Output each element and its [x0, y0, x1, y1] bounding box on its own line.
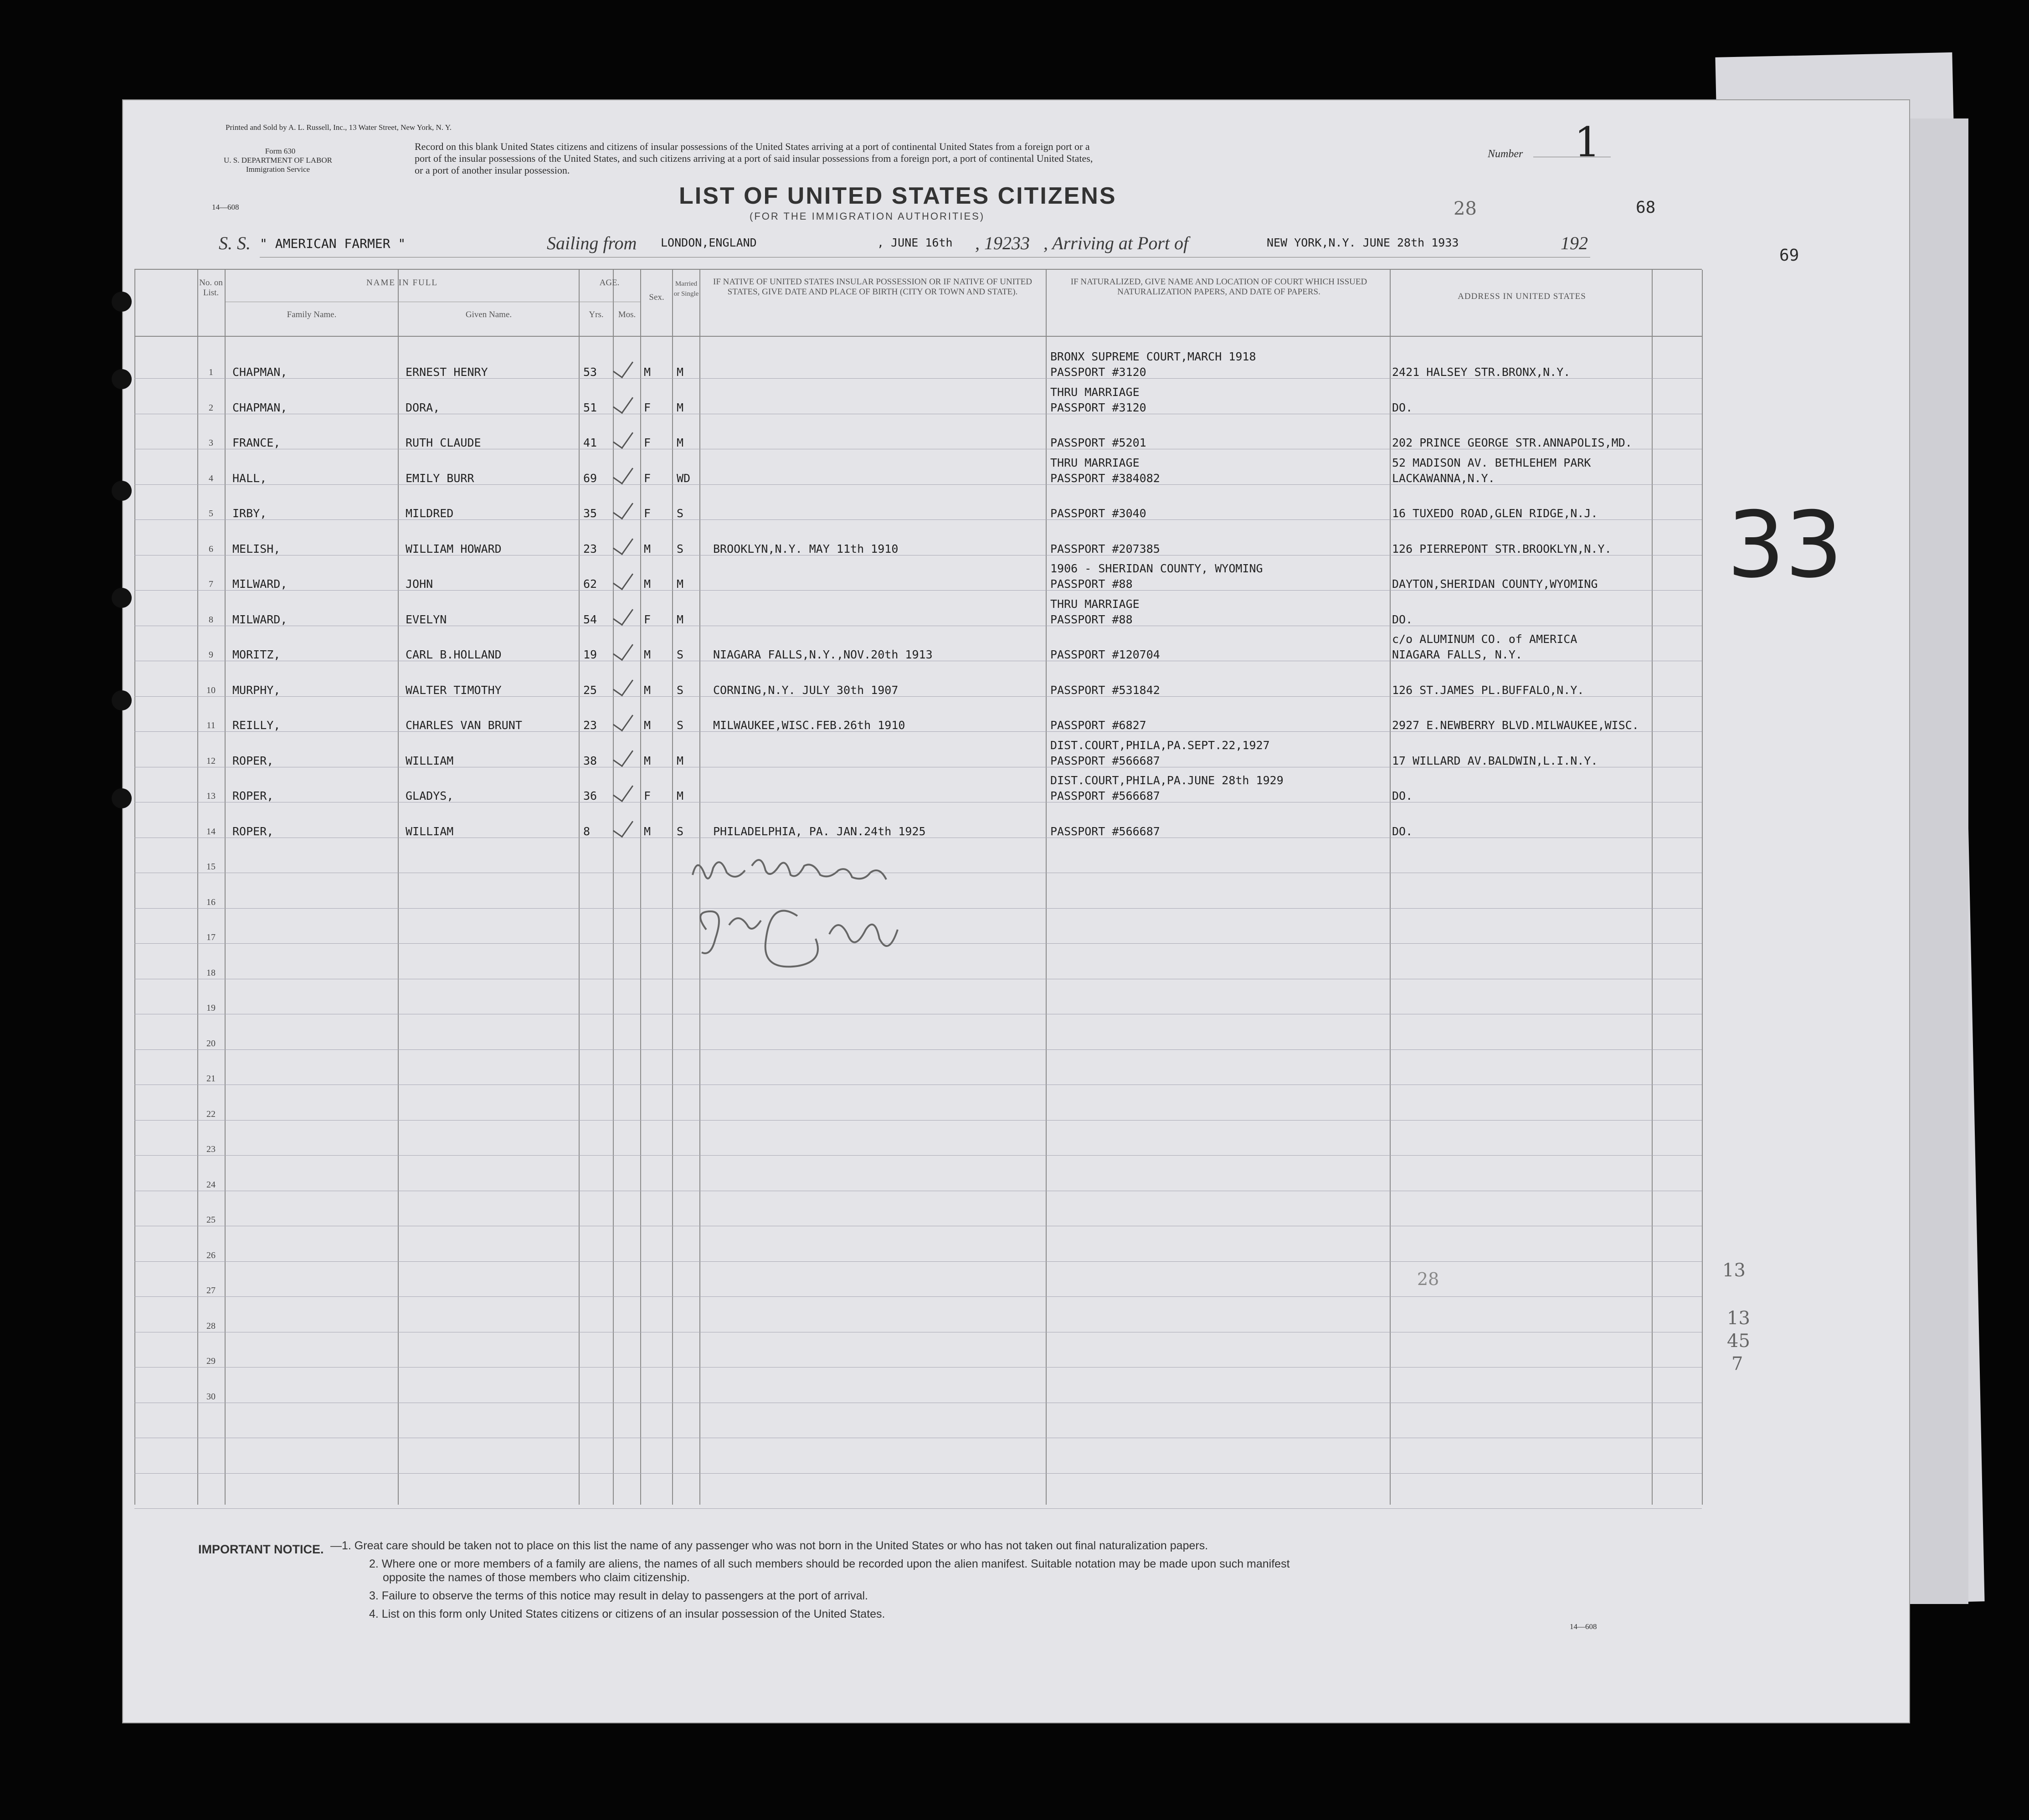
row-number: 21	[206, 1074, 216, 1084]
row-line	[134, 1473, 1702, 1474]
marital-status: M	[677, 577, 684, 591]
margin-note-45: 45	[1727, 1331, 1750, 1352]
passport-number: PASSPORT #120704	[1050, 648, 1160, 661]
margin-note-13a: 13	[1722, 1260, 1746, 1281]
birth-info: NIAGARA FALLS,N.Y.,NOV.20th 1913	[713, 648, 933, 661]
row-number: 4	[209, 473, 213, 483]
col-birth: IF NATIVE OF UNITED STATES INSULAR POSSESSION OR IF NATIVE OF UNITED STATES, GIVE DATE AND PLACE OF BIRTH (CITY OR TOWN AND STATE).	[713, 277, 1032, 297]
family-name: MELISH,	[232, 542, 281, 555]
big-page-number: 33	[1727, 492, 1843, 598]
notice-item-2-cont: opposite the names of those members who claim citizenship.	[383, 1571, 690, 1584]
birth-info: PHILADELPHIA, PA. JAN.24th 1925	[713, 824, 926, 838]
passport-number: PASSPORT #566687	[1050, 754, 1160, 767]
given-name: WILLIAM HOWARD	[406, 542, 502, 555]
check-mark	[613, 568, 633, 591]
check-mark	[613, 532, 633, 555]
notice-item-1: —1. Great care should be taken not to place on this list the name of any passenger who was not born in the United States or who has not taken out final naturalization papers.	[330, 1539, 1208, 1552]
row-number: 10	[206, 685, 216, 695]
row-number: 3	[209, 438, 213, 448]
col-line	[225, 270, 226, 1505]
age: 23	[583, 719, 597, 732]
number-label: Number	[1488, 148, 1523, 160]
form-title: LIST OF UNITED STATES CITIZENS	[679, 183, 1117, 209]
row-number: 27	[206, 1285, 216, 1296]
address: 16 TUXEDO ROAD,GLEN RIDGE,N.J.	[1392, 507, 1598, 520]
birth-info: MILWAUKEE,WISC.FEB.26th 1910	[713, 719, 905, 732]
marital-status: WD	[677, 471, 691, 485]
address: 2421 HALSEY STR.BRONX,N.Y.	[1392, 365, 1571, 379]
age: 69	[583, 471, 597, 485]
age: 54	[583, 612, 597, 626]
sex: F	[644, 507, 651, 520]
birth-info: CORNING,N.Y. JULY 30th 1907	[713, 683, 899, 697]
family-name: REILLY,	[232, 719, 281, 732]
age: 62	[583, 577, 597, 591]
family-name: IRBY,	[232, 507, 267, 520]
marital-status: S	[677, 824, 684, 838]
row-line	[134, 1049, 1702, 1050]
row-number: 28	[206, 1321, 216, 1331]
sex: F	[644, 612, 651, 626]
row-number: 5	[209, 509, 213, 519]
form-subtitle: (FOR THE IMMIGRATION AUTHORITIES)	[750, 211, 985, 222]
given-name: WILLIAM	[406, 754, 454, 767]
passport-number: PASSPORT #384082	[1050, 471, 1160, 485]
address: 202 PRINCE GEORGE STR.ANNAPOLIS,MD.	[1392, 436, 1632, 449]
row-line	[134, 1120, 1702, 1121]
page-number-right: 69	[1779, 246, 1799, 265]
col-yrs: Yrs.	[589, 310, 604, 319]
sex: F	[644, 789, 651, 802]
row-number: 29	[206, 1356, 216, 1366]
ship-name: " AMERICAN FARMER "	[260, 236, 406, 251]
given-name: CHARLES VAN BRUNT	[406, 719, 522, 732]
sex: M	[644, 754, 651, 767]
col-age-group: AGE.	[599, 278, 620, 288]
row-number: 25	[206, 1215, 216, 1225]
col-marital: Married or Single	[673, 280, 699, 298]
marital-status: M	[677, 612, 684, 626]
year-field: , 19233	[975, 233, 1030, 253]
depart-date: , JUNE 16th	[877, 236, 953, 249]
instruction-line-2: port of the insular possessions of the United States, and such citizens arriving at a port of said insular possessions from a foreign port, a port of continental United States,	[415, 153, 1093, 164]
given-name: EVELYN	[406, 612, 447, 626]
naturalization-court: DIST.COURT,PHILA,PA.SEPT.22,1927	[1050, 738, 1270, 752]
address: 17 WILLARD AV.BALDWIN,L.I.N.Y.	[1392, 754, 1598, 767]
marital-status: M	[677, 436, 684, 449]
col-line	[640, 270, 641, 1505]
address: DO.	[1392, 612, 1413, 626]
instruction-line-3: or a port of another insular possession.	[415, 165, 570, 176]
row-number: 24	[206, 1179, 216, 1190]
address: 126 ST.JAMES PL.BUFFALO,N.Y.	[1392, 683, 1584, 697]
age: 23	[583, 542, 597, 555]
age: 53	[583, 365, 597, 379]
margin-note-7: 7	[1731, 1353, 1743, 1374]
check-mark	[613, 709, 633, 732]
row-line	[134, 1367, 1702, 1368]
check-mark	[613, 780, 633, 802]
given-name: WALTER TIMOTHY	[406, 683, 502, 697]
sex: F	[644, 401, 651, 414]
col-line	[134, 270, 135, 1505]
birth-info: BROOKLYN,N.Y. MAY 11th 1910	[713, 542, 899, 555]
row-number: 23	[206, 1144, 216, 1154]
family-name: MILWARD,	[232, 577, 288, 591]
age: 38	[583, 754, 597, 767]
instruction-line-1: Record on this blank United States citizens and citizens of insular possessions of the United States arriving at a port of continental United States from a foreign port or a	[415, 141, 1090, 152]
marital-status: S	[677, 719, 684, 732]
page-number-top: 68	[1636, 198, 1656, 217]
passport-number: PASSPORT #3120	[1050, 401, 1146, 414]
row-number: 1	[209, 367, 213, 377]
address-line-1: 52 MADISON AV. BETHLEHEM PARK	[1392, 456, 1591, 469]
row-number: 30	[206, 1391, 216, 1402]
col-line	[579, 270, 580, 1505]
arrival-port-date: NEW YORK,N.Y. JUNE 28th 1933	[1267, 236, 1459, 249]
passport-number: PASSPORT #88	[1050, 612, 1133, 626]
row-number: 13	[206, 791, 216, 801]
col-given: Given Name.	[465, 310, 512, 319]
row-line	[134, 1155, 1702, 1156]
marital-status: S	[677, 683, 684, 697]
address: 2927 E.NEWBERRY BLVD.MILWAUKEE,WISC.	[1392, 719, 1639, 732]
marital-status: M	[677, 365, 684, 379]
arriving-label: , Arriving at Port of	[1043, 233, 1189, 253]
check-mark	[613, 815, 633, 838]
col-line	[1652, 270, 1653, 1505]
row-number: 2	[209, 402, 213, 413]
handwritten-signature	[679, 848, 1089, 998]
year-tail: 192	[1561, 233, 1588, 253]
service: Immigration Service	[246, 165, 310, 174]
naturalization-court: 1906 - SHERIDAN COUNTY, WYOMING	[1050, 562, 1263, 575]
handwritten-28: 28	[1454, 198, 1477, 219]
col-line	[398, 270, 399, 1505]
punch-hole	[112, 788, 132, 808]
col-family: Family Name.	[287, 310, 337, 319]
naturalization-court: THRU MARRIAGE	[1050, 456, 1140, 469]
family-name: FRANCE,	[232, 436, 281, 449]
passport-number: PASSPORT #3120	[1050, 365, 1146, 379]
marital-status: S	[677, 542, 684, 555]
sex: M	[644, 365, 651, 379]
check-mark	[613, 638, 633, 661]
row-number: 20	[206, 1038, 216, 1049]
family-name: CHAPMAN,	[232, 401, 288, 414]
department: U. S. DEPARTMENT OF LABOR	[224, 156, 332, 165]
given-name: RUTH CLAUDE	[406, 436, 481, 449]
punch-hole	[112, 369, 132, 389]
row-number: 11	[206, 720, 216, 730]
col-line	[197, 270, 198, 1505]
check-mark	[613, 462, 633, 484]
row-number: 12	[206, 756, 216, 766]
address: 126 PIERREPONT STR.BROOKLYN,N.Y.	[1392, 542, 1612, 555]
punch-hole	[112, 292, 132, 312]
passport-number: PASSPORT #6827	[1050, 719, 1146, 732]
given-name: EMILY BURR	[406, 471, 474, 485]
col-line	[1702, 270, 1703, 1505]
notice-item-4: 4. List on this form only United States citizens or citizens of an insular possession of the United States.	[369, 1608, 885, 1620]
marital-status: S	[677, 507, 684, 520]
given-name: JOHN	[406, 577, 433, 591]
naturalization-court: THRU MARRIAGE	[1050, 597, 1140, 611]
col-line	[1390, 270, 1391, 1505]
notice-item-3: 3. Failure to observe the terms of this notice may result in delay to passengers at the port of arrival.	[369, 1589, 868, 1602]
punch-hole	[112, 690, 132, 710]
col-naturalization: IF NATURALIZED, GIVE NAME AND LOCATION OF COURT WHICH ISSUED NATURALIZATION PAPERS, AND DATE OF PAPERS.	[1070, 277, 1367, 297]
row-number: 22	[206, 1109, 216, 1119]
sex: M	[644, 542, 651, 555]
passport-number: PASSPORT #3040	[1050, 507, 1146, 520]
printer-line: Printed and Sold by A. L. Russell, Inc., 13 Water Street, New York, N. Y.	[226, 123, 452, 132]
passport-number: PASSPORT #5201	[1050, 436, 1146, 449]
age: 41	[583, 436, 597, 449]
family-name: MILWARD,	[232, 612, 288, 626]
col-sex: Sex.	[649, 293, 664, 302]
row-number: 18	[206, 967, 216, 978]
margin-note-13b: 13	[1727, 1308, 1750, 1329]
notice-code: 14—608	[1570, 1622, 1597, 1631]
col-line	[672, 270, 673, 1505]
row-number: 17	[206, 932, 216, 942]
col-name-group: NAME IN FULL	[366, 278, 438, 288]
marital-status: S	[677, 648, 684, 661]
sex: M	[644, 577, 651, 591]
row-number: 8	[209, 614, 213, 625]
header-bottom-line	[134, 336, 1702, 337]
address-line-2: LACKAWANNA,N.Y.	[1392, 471, 1495, 485]
passport-number: PASSPORT #88	[1050, 577, 1133, 591]
address: DO.	[1392, 789, 1413, 802]
check-mark	[613, 603, 633, 626]
row-line	[134, 1261, 1702, 1262]
passport-number: PASSPORT #566687	[1050, 824, 1160, 838]
sex: M	[644, 719, 651, 732]
col-line	[613, 270, 614, 1505]
marital-status: M	[677, 401, 684, 414]
family-name: CHAPMAN,	[232, 365, 288, 379]
punch-hole	[112, 481, 132, 501]
row-number: 19	[206, 1003, 216, 1013]
family-name: ROPER,	[232, 824, 274, 838]
check-mark	[613, 497, 633, 520]
family-name: HALL,	[232, 471, 267, 485]
sex: M	[644, 648, 651, 661]
naturalization-court: THRU MARRIAGE	[1050, 385, 1140, 399]
notice-item-2: 2. Where one or more members of a family are aliens, the names of all such members should be recorded upon the alien manifest. Suitable notation may be made upon such manifest	[369, 1558, 1290, 1570]
given-name: MILDRED	[406, 507, 454, 520]
row-number: 9	[209, 650, 213, 660]
marital-status: M	[677, 754, 684, 767]
naturalization-court: BRONX SUPREME COURT,MARCH 1918	[1050, 350, 1256, 363]
age: 36	[583, 789, 597, 802]
check-mark	[613, 356, 633, 379]
marital-status: M	[677, 789, 684, 802]
address: DAYTON,SHERIDAN COUNTY,WYOMING	[1392, 577, 1598, 591]
form-number: Form 630	[265, 147, 296, 155]
row-number: 7	[209, 579, 213, 589]
manifest-page	[123, 100, 1909, 1722]
sex: F	[644, 436, 651, 449]
age: 35	[583, 507, 597, 520]
given-name: GLADYS,	[406, 789, 454, 802]
age: 25	[583, 683, 597, 697]
family-name: ROPER,	[232, 754, 274, 767]
total-28: 28	[1417, 1269, 1439, 1289]
address-line-2: NIAGARA FALLS, N.Y.	[1392, 648, 1522, 661]
col-address: ADDRESS IN UNITED STATES	[1458, 292, 1586, 301]
passport-number: PASSPORT #207385	[1050, 542, 1160, 555]
sex: M	[644, 824, 651, 838]
given-name: CARL B.HOLLAND	[406, 648, 502, 661]
family-name: MURPHY,	[232, 683, 281, 697]
col-mos: Mos.	[618, 310, 636, 319]
form-code: 14—608	[212, 203, 239, 211]
row-number: 14	[206, 826, 216, 837]
age: 51	[583, 401, 597, 414]
row-line	[134, 1296, 1702, 1297]
passport-number: PASSPORT #566687	[1050, 789, 1160, 802]
sex: M	[644, 683, 651, 697]
age: 19	[583, 648, 597, 661]
passport-number: PASSPORT #531842	[1050, 683, 1160, 697]
notice-label: IMPORTANT NOTICE.	[198, 1542, 324, 1556]
ss-label: S. S.	[219, 233, 251, 253]
from-port: LONDON,ENGLAND	[661, 236, 757, 249]
col-no: No. on List.	[199, 278, 223, 298]
family-name: ROPER,	[232, 789, 274, 802]
naturalization-court: DIST.COURT,PHILA,PA.JUNE 28th 1929	[1050, 774, 1284, 787]
given-name: WILLIAM	[406, 824, 454, 838]
check-mark	[613, 674, 633, 696]
row-number: 6	[209, 544, 213, 554]
check-mark	[613, 391, 633, 414]
age: 8	[583, 824, 591, 838]
row-number: 15	[206, 862, 216, 872]
given-name: DORA,	[406, 401, 440, 414]
sex: F	[644, 471, 651, 485]
number-value: 1	[1574, 118, 1601, 166]
punch-hole	[112, 588, 132, 608]
address: DO.	[1392, 401, 1413, 414]
row-line	[134, 1508, 1702, 1509]
address: DO.	[1392, 824, 1413, 838]
family-name: MORITZ,	[232, 648, 281, 661]
check-mark	[613, 427, 633, 449]
sailing-label: Sailing from	[547, 233, 637, 253]
given-name: ERNEST HENRY	[406, 365, 488, 379]
address-line-1: c/o ALUMINUM CO. of AMERICA	[1392, 632, 1577, 646]
check-mark	[613, 744, 633, 767]
row-number: 16	[206, 897, 216, 907]
row-number: 26	[206, 1250, 216, 1260]
